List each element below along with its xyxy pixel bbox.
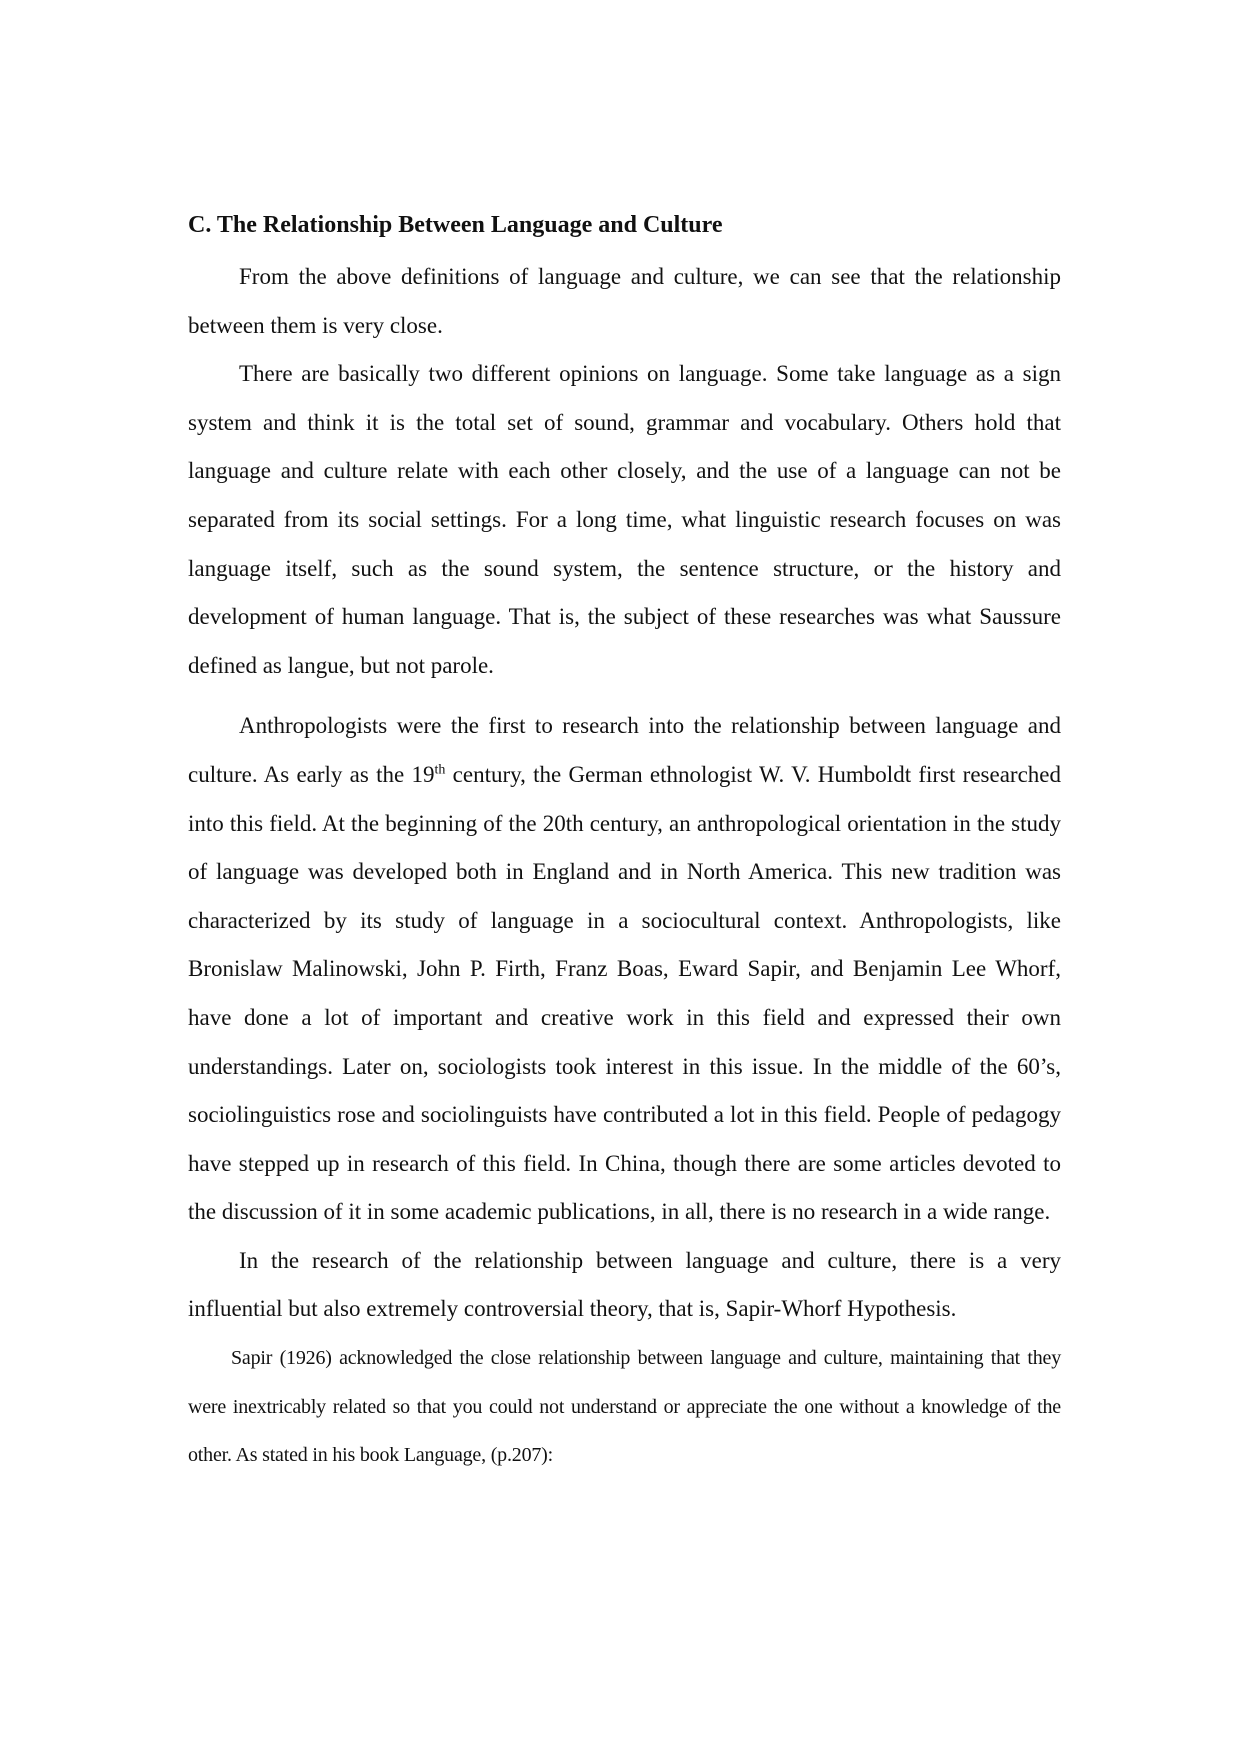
paragraph-3 xyxy=(188,702,1061,1237)
paragraph-1: From the above definitions of language and culture, we can see that the relationship between them is very close. xyxy=(188,264,1061,338)
document-page xyxy=(188,205,1061,1480)
paragraph-4: In the research of the relationship between language and culture, there is a very influential but also extremely controversial theory, that is, Sapir-Whorf Hypothesis. xyxy=(188,1247,1061,1322)
paragraph-5: Sapir (1926) acknowledged the close relationship between language and culture, maintaining that they were inextricably related so that you could not understand or appreciate the one without a knowledge of the other. As stated in his book Language, (p.207): xyxy=(188,1347,1061,1467)
paragraph-3-part-2: century, the German ethnologist W. V. Humboldt first researched into this field. At the beginning of the 20th century, an anthropological orientation in the study of language was developed both in England and in North America. This new tradition was characterized by its study of language in a sociocultural context. Anthropologists, like Bronislaw Malinowski, John P. Firth, Franz Boas, Eward Sapir, and Benjamin Lee Whorf, have done a lot of important and creative work in this field and expressed their own understandings. Later on, sociologists took interest in this issue. In the middle of the 60’s, sociolinguistics rose and sociolinguists have contributed a lot in this field. People of pedagogy have stepped up in research of this field. In China, though there are some articles devoted to the discussion of it in some academic publications, in all, there is no research in a wide range. xyxy=(188,761,1061,1225)
section-heading: C. The Relationship Between Language and Culture xyxy=(188,212,723,238)
ordinal-superscript: th xyxy=(434,762,446,778)
paragraph-2: There are basically two different opinions on language. Some take language as a sign system and think it is the total set of sound, grammar and vocabulary. Others hold that language and culture relate with each other closely, and the use of a language can not be separated from its social settings. For a long time, what linguistic research focuses on was language itself, such as the sound system, the sentence structure, or the history and development of human language. That is, the subject of these researches was what Saussure defined as langue, but not parole. xyxy=(188,361,1061,678)
paragraph-3-part-1: Anthropologists were the first to research into the relationship between language and culture. As early as the 19 xyxy=(188,713,1061,787)
